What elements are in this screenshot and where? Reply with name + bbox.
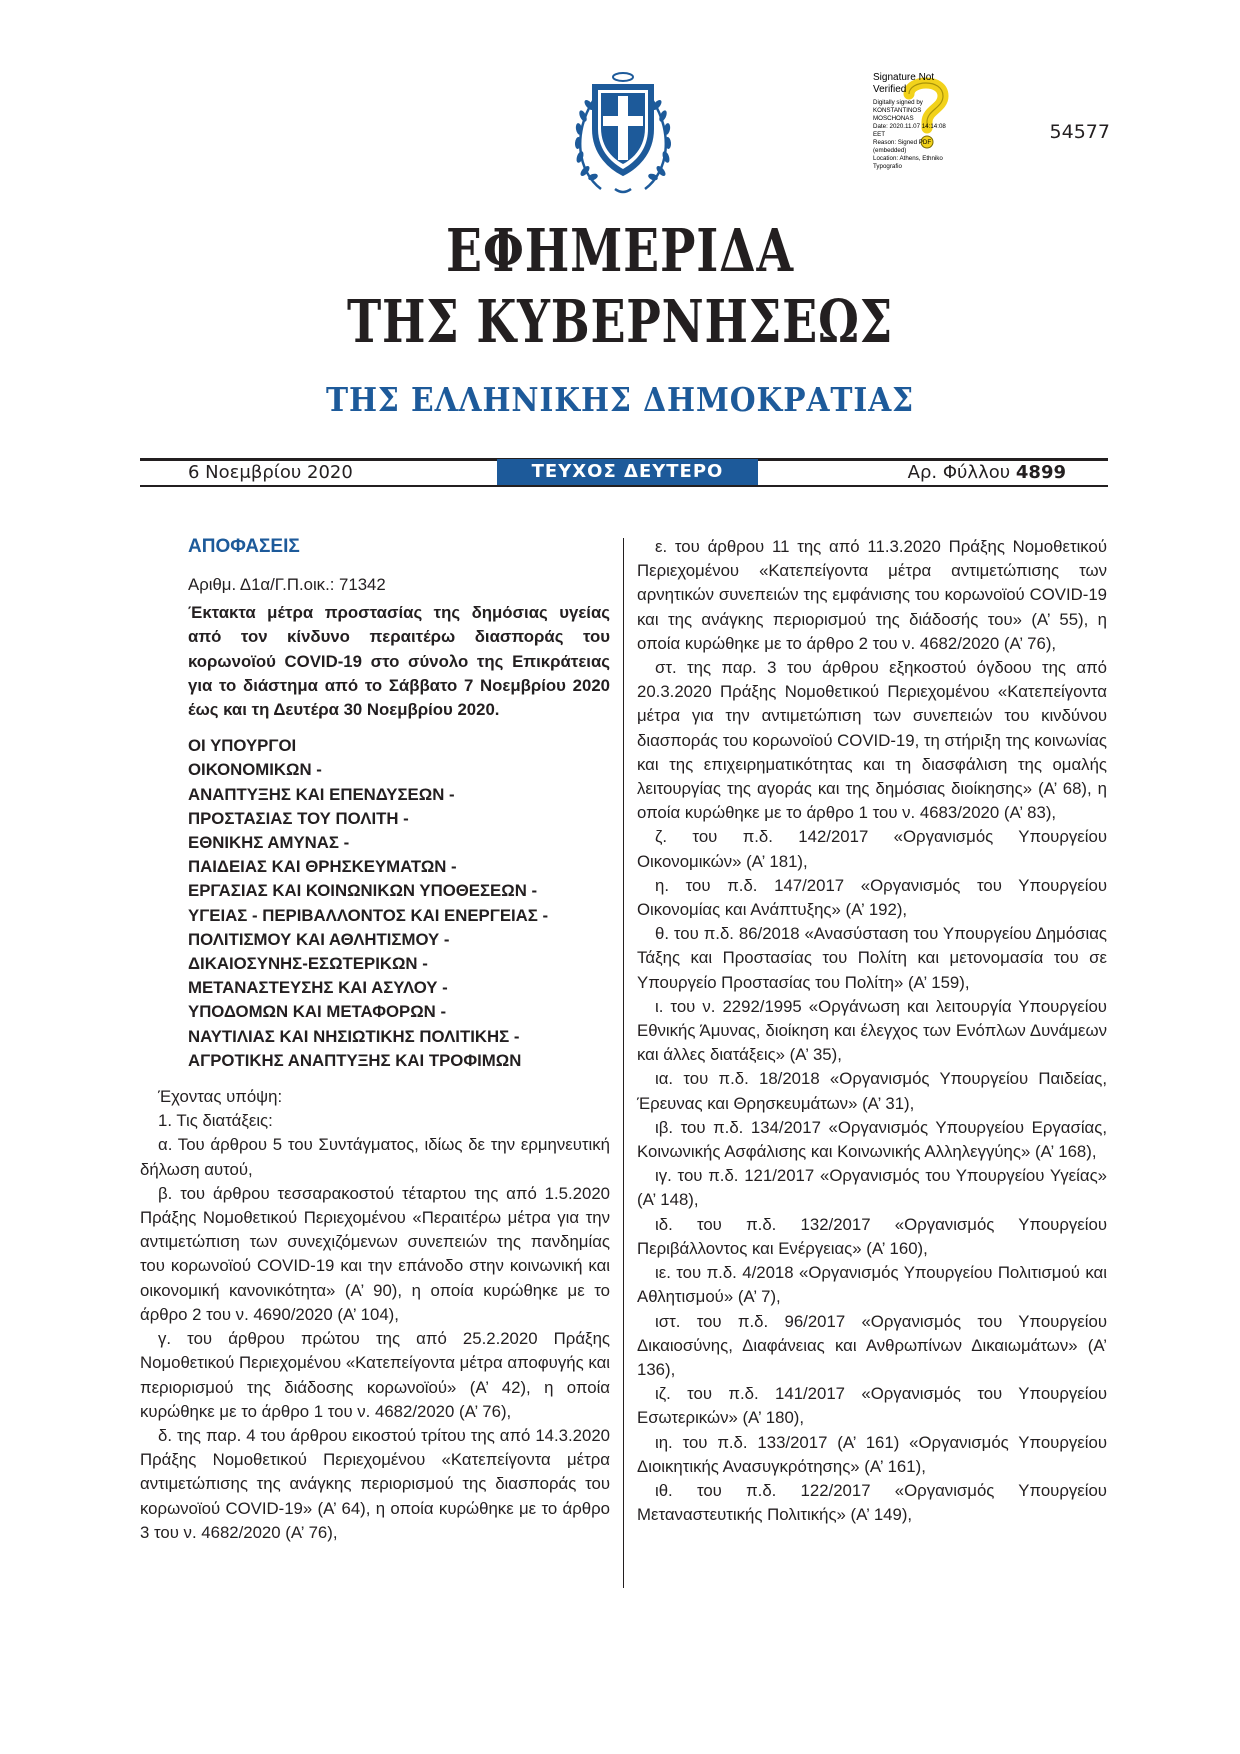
minister-item: ΕΘΝΙΚΗΣ ΑΜΥΝΑΣ - (188, 833, 350, 853)
minister-item: ΜΕΤΑΝΑΣΤΕΥΣΗΣ ΚΑΙ ΑΣΥΛΟΥ - (188, 978, 448, 998)
ministers-heading: ΟΙ ΥΠΟΥΡΓΟΙ (188, 736, 297, 756)
body-paragraph: 1. Τις διατάξεις: (158, 1111, 273, 1131)
issue-series-badge: ΤΕΥΧΟΣ ΔΕΥΤΕΡΟ (497, 459, 758, 485)
body-paragraph: Έχοντας υπόψη: (158, 1087, 283, 1107)
left-column (140, 535, 610, 1545)
body-paragraph: ε. του άρθρου 11 της από 11.3.2020 Πράξης Νομοθετικού Περιεχομένου «Κατεπείγοντα μέτρα αντιμετώπισης των αρνητικών συνεπειών της εμφάνισης του κορωνοϊού COVID-19 και της ανάγκης περιορισμού της διάδοσής του» (Α’ 55), η οποία κυρώθηκε με το άρθρο 2 του ν. 4682/2020 (Α’ 76), (637, 537, 1107, 653)
minister-item: ΟΙΚΟΝΟΜΙΚΩΝ - (188, 760, 322, 780)
body-paragraph: ιβ. του π.δ. 134/2017 «Οργανισμός Υπουργείου Εργασίας, Κοινωνικής Ασφάλισης και Κοινωνικής Αλληλεγγύης» (Α’ 168), (637, 1117, 1107, 1162)
signature-status: Signature Not Verified (873, 72, 935, 95)
body-paragraph: ιγ. του π.δ. 121/2017 «Οργανισμός του Υπουργείου Υγείας» (Α’ 148), (637, 1166, 1107, 1210)
body-paragraph: ιε. του π.δ. 4/2018 «Οργανισμός Υπουργείου Πολιτισμού και Αθλητισμού» (Α’ 7), (637, 1263, 1107, 1307)
minister-item: ΕΡΓΑΣΙΑΣ ΚΑΙ ΚΟΙΝΩΝΙΚΩΝ ΥΠΟΘΕΣΕΩΝ - (188, 881, 538, 901)
body-paragraph: ιδ. του π.δ. 132/2017 «Οργανισμός Υπουργείου Περιβάλλοντος και Ενέργειας» (Α’ 160), (637, 1214, 1107, 1258)
page-number: 54577 (1049, 121, 1110, 143)
coat-of-arms-icon (571, 71, 675, 197)
body-paragraph: θ. του π.δ. 86/2018 «Ανασύσταση του Υπουργείου Δημόσιας Τάξης και Προστασίας του Πολίτη και μετονομασία του σε Υπουργείο Προστασίας του Πολίτη» (Α’ 159), (637, 924, 1107, 992)
minister-item: ΔΙΚΑΙΟΣΥΝΗΣ-ΕΣΩΤΕΡΙΚΩΝ - (188, 954, 428, 974)
body-paragraph: ζ. του π.δ. 142/2017 «Οργανισμός Υπουργείου Οικονομικών» (Α’ 181), (637, 827, 1107, 871)
sheet-number (870, 461, 1066, 485)
minister-item: ΠΑΙΔΕΙΑΣ ΚΑΙ ΘΡΗΣΚΕΥΜΑΤΩΝ - (188, 857, 457, 877)
body-paragraph: δ. της παρ. 4 του άρθρου εικοστού τρίτου της από 14.3.2020 Πράξης Νομοθετικού Περιεχομένου «Κατεπείγοντα μέτρα αντιμετώπισης της ανάγκης περιορισμού της διασποράς του κορωνοϊού COVID-19» (Α’ 64), η οποία κυρώθηκε με το άρθρο 3 του ν. 4682/2020 (Α’ 76), (140, 1425, 610, 1542)
masthead-republic: ΤΗΣ ΕΛΛΗΝΙΚΗΣ ΔΗΜΟΚΡΑΤΙΑΣ (325, 380, 915, 419)
digital-signature-box[interactable] (873, 72, 959, 170)
signature-details: Digitally signed by KONSTANTINOS MOSCHONAS Date: 2020.11.07 14:14:08 EET Reason: Signed PDF (embedded) Location: Athens, Ethniko Typografio (873, 99, 946, 170)
masthead-subtitle: ΤΗΣ ΚΥΒΕΡΝΗΣΕΩΣ (346, 287, 894, 356)
decision-number: Αριθμ. Δ1α/Γ.Π.οικ.: 71342 (188, 575, 386, 594)
sheet-label: Αρ. Φύλλου (907, 462, 1011, 483)
ministers-list (188, 734, 610, 1073)
body-paragraph: στ. της παρ. 3 του άρθρου εξηκοστού όγδοου της από 20.3.2020 Πράξης Νομοθετικού Περιεχομένου «Κατεπείγοντα μέτρα για την αντιμετώπιση των συνεπειών του κινδύνου διασποράς του κορωνοϊού COVID-19, τη στήριξη της κοινωνίας και της επιχειρηματικότητας και τη διασφάλιση της ομαλής λειτουργίας της αγοράς και της δημόσιας διοίκησης» (Α’ 68), η οποία κυρώθηκε με το άρθρο 1 του ν. 4683/2020 (Α’ 83), (637, 658, 1107, 823)
decision-title: Έκτακτα μέτρα προστασίας της δημόσιας υγείας από τον κίνδυνο περαιτέρω διασποράς του κορωνοϊού COVID-19 στο σύνολο της Επικράτειας για το διάστημα από το Σάββατο 7 Νοεμβρίου 2020 έως και τη Δευτέρα 30 Νοεμβρίου 2020. (188, 603, 610, 720)
column-divider (623, 538, 624, 1588)
body-paragraph: ιζ. του π.δ. 141/2017 «Οργανισμός του Υπουργείου Εσωτερικών» (Α’ 180), (637, 1384, 1107, 1428)
minister-item: ΑΝΑΠΤΥΞΗΣ ΚΑΙ ΕΠΕΝΔΥΣΕΩΝ - (188, 784, 455, 804)
minister-item: ΥΓΕΙΑΣ - ΠΕΡΙΒΑΛΛΟΝΤΟΣ ΚΑΙ ΕΝΕΡΓΕΙΑΣ - (188, 905, 549, 925)
body-paragraph: γ. του άρθρου πρώτου της από 25.2.2020 Πράξης Νομοθετικού Περιεχομένου «Κατεπείγοντα μέτρα αποφυγής και περιορισμού της διάδοσης κορωνοϊού» (Α’ 42), η οποία κυρώθηκε με το άρθρο 1 του ν. 4682/2020 (Α’ 76), (140, 1329, 610, 1421)
issue-date: 6 Νοεμβρίου 2020 (188, 462, 353, 483)
minister-item: ΝΑΥΤΙΛΙΑΣ ΚΑΙ ΝΗΣΙΩΤΙΚΗΣ ΠΟΛΙΤΙΚΗΣ - (188, 1026, 520, 1046)
body-paragraph: α. Του άρθρου 5 του Συντάγματος, ιδίως δε την ερμηνευτική δήλωση αυτού, (140, 1135, 610, 1179)
minister-item: ΠΡΟΣΤΑΣΙΑΣ ΤΟΥ ΠΟΛΙΤΗ - (188, 808, 409, 828)
masthead-title: ΕΦΗΜΕΡΙΔΑ (446, 216, 794, 285)
body-paragraph: ια. του π.δ. 18/2018 «Οργανισμός Υπουργείου Παιδείας, Έρευνας και Θρησκευμάτων» (Α’ 31), (637, 1069, 1107, 1113)
right-column (637, 535, 1107, 1527)
body-paragraph: ι. του ν. 2292/1995 «Οργάνωση και λειτουργία Υπουργείου Εθνικής Άμυνας, διοίκηση και έλεγχος των Ενόπλων Δυνάμεων και άλλες διατάξεις» (Α’ 35), (637, 996, 1107, 1065)
section-heading: ΑΠΟΦΑΣΕΙΣ (188, 536, 300, 557)
body-paragraph: β. του άρθρου τεσσαρακοστού τέταρτου της από 1.5.2020 Πράξης Νομοθετικού Περιεχομένου «Περαιτέρω μέτρα για την αντιμετώπιση των συνεχιζόμενων συνεπειών της πανδημίας του κορωνοϊού COVID-19 και την επάνοδο στην κοινωνική και οικονομική κανονικότητα» (Α’ 90), η οποία κυρώθηκε με το άρθρο 2 του ν. 4690/2020 (Α’ 104), (140, 1183, 610, 1324)
minister-item: ΥΠΟΔΟΜΩΝ ΚΑΙ ΜΕΤΑΦΟΡΩΝ - (188, 1002, 447, 1022)
body-paragraph: η. του π.δ. 147/2017 «Οργανισμός του Υπουργείου Οικονομίας και Ανάπτυξης» (Α’ 192), (637, 875, 1107, 920)
body-paragraph: ιη. του π.δ. 133/2017 (Α’ 161) «Οργανισμός Υπουργείου Διοικητικής Ανασυγκρότησης» (Α’ 161), (637, 1432, 1107, 1476)
minister-item: ΠΟΛΙΤΙΣΜΟΥ ΚΑΙ ΑΘΛΗΤΙΣΜΟΥ - (188, 929, 450, 949)
issue-bar-bottom-rule (140, 485, 1108, 487)
body-paragraph: ιθ. του π.δ. 122/2017 «Οργανισμός Υπουργείου Μεταναστευτικής Πολιτικής» (Α’ 149), (637, 1480, 1107, 1525)
body-paragraph: ιστ. του π.δ. 96/2017 «Οργανισμός του Υπουργείου Δικαιοσύνης, Διαφάνειας και Ανθρωπίνων Δικαιωμάτων» (Α’ 136), (637, 1311, 1107, 1379)
minister-item: ΑΓΡΟΤΙΚΗΣ ΑΝΑΠΤΥΞΗΣ ΚΑΙ ΤΡΟΦΙΜΩΝ (188, 1050, 522, 1070)
sheet-number-value: 4899 (1015, 462, 1066, 483)
